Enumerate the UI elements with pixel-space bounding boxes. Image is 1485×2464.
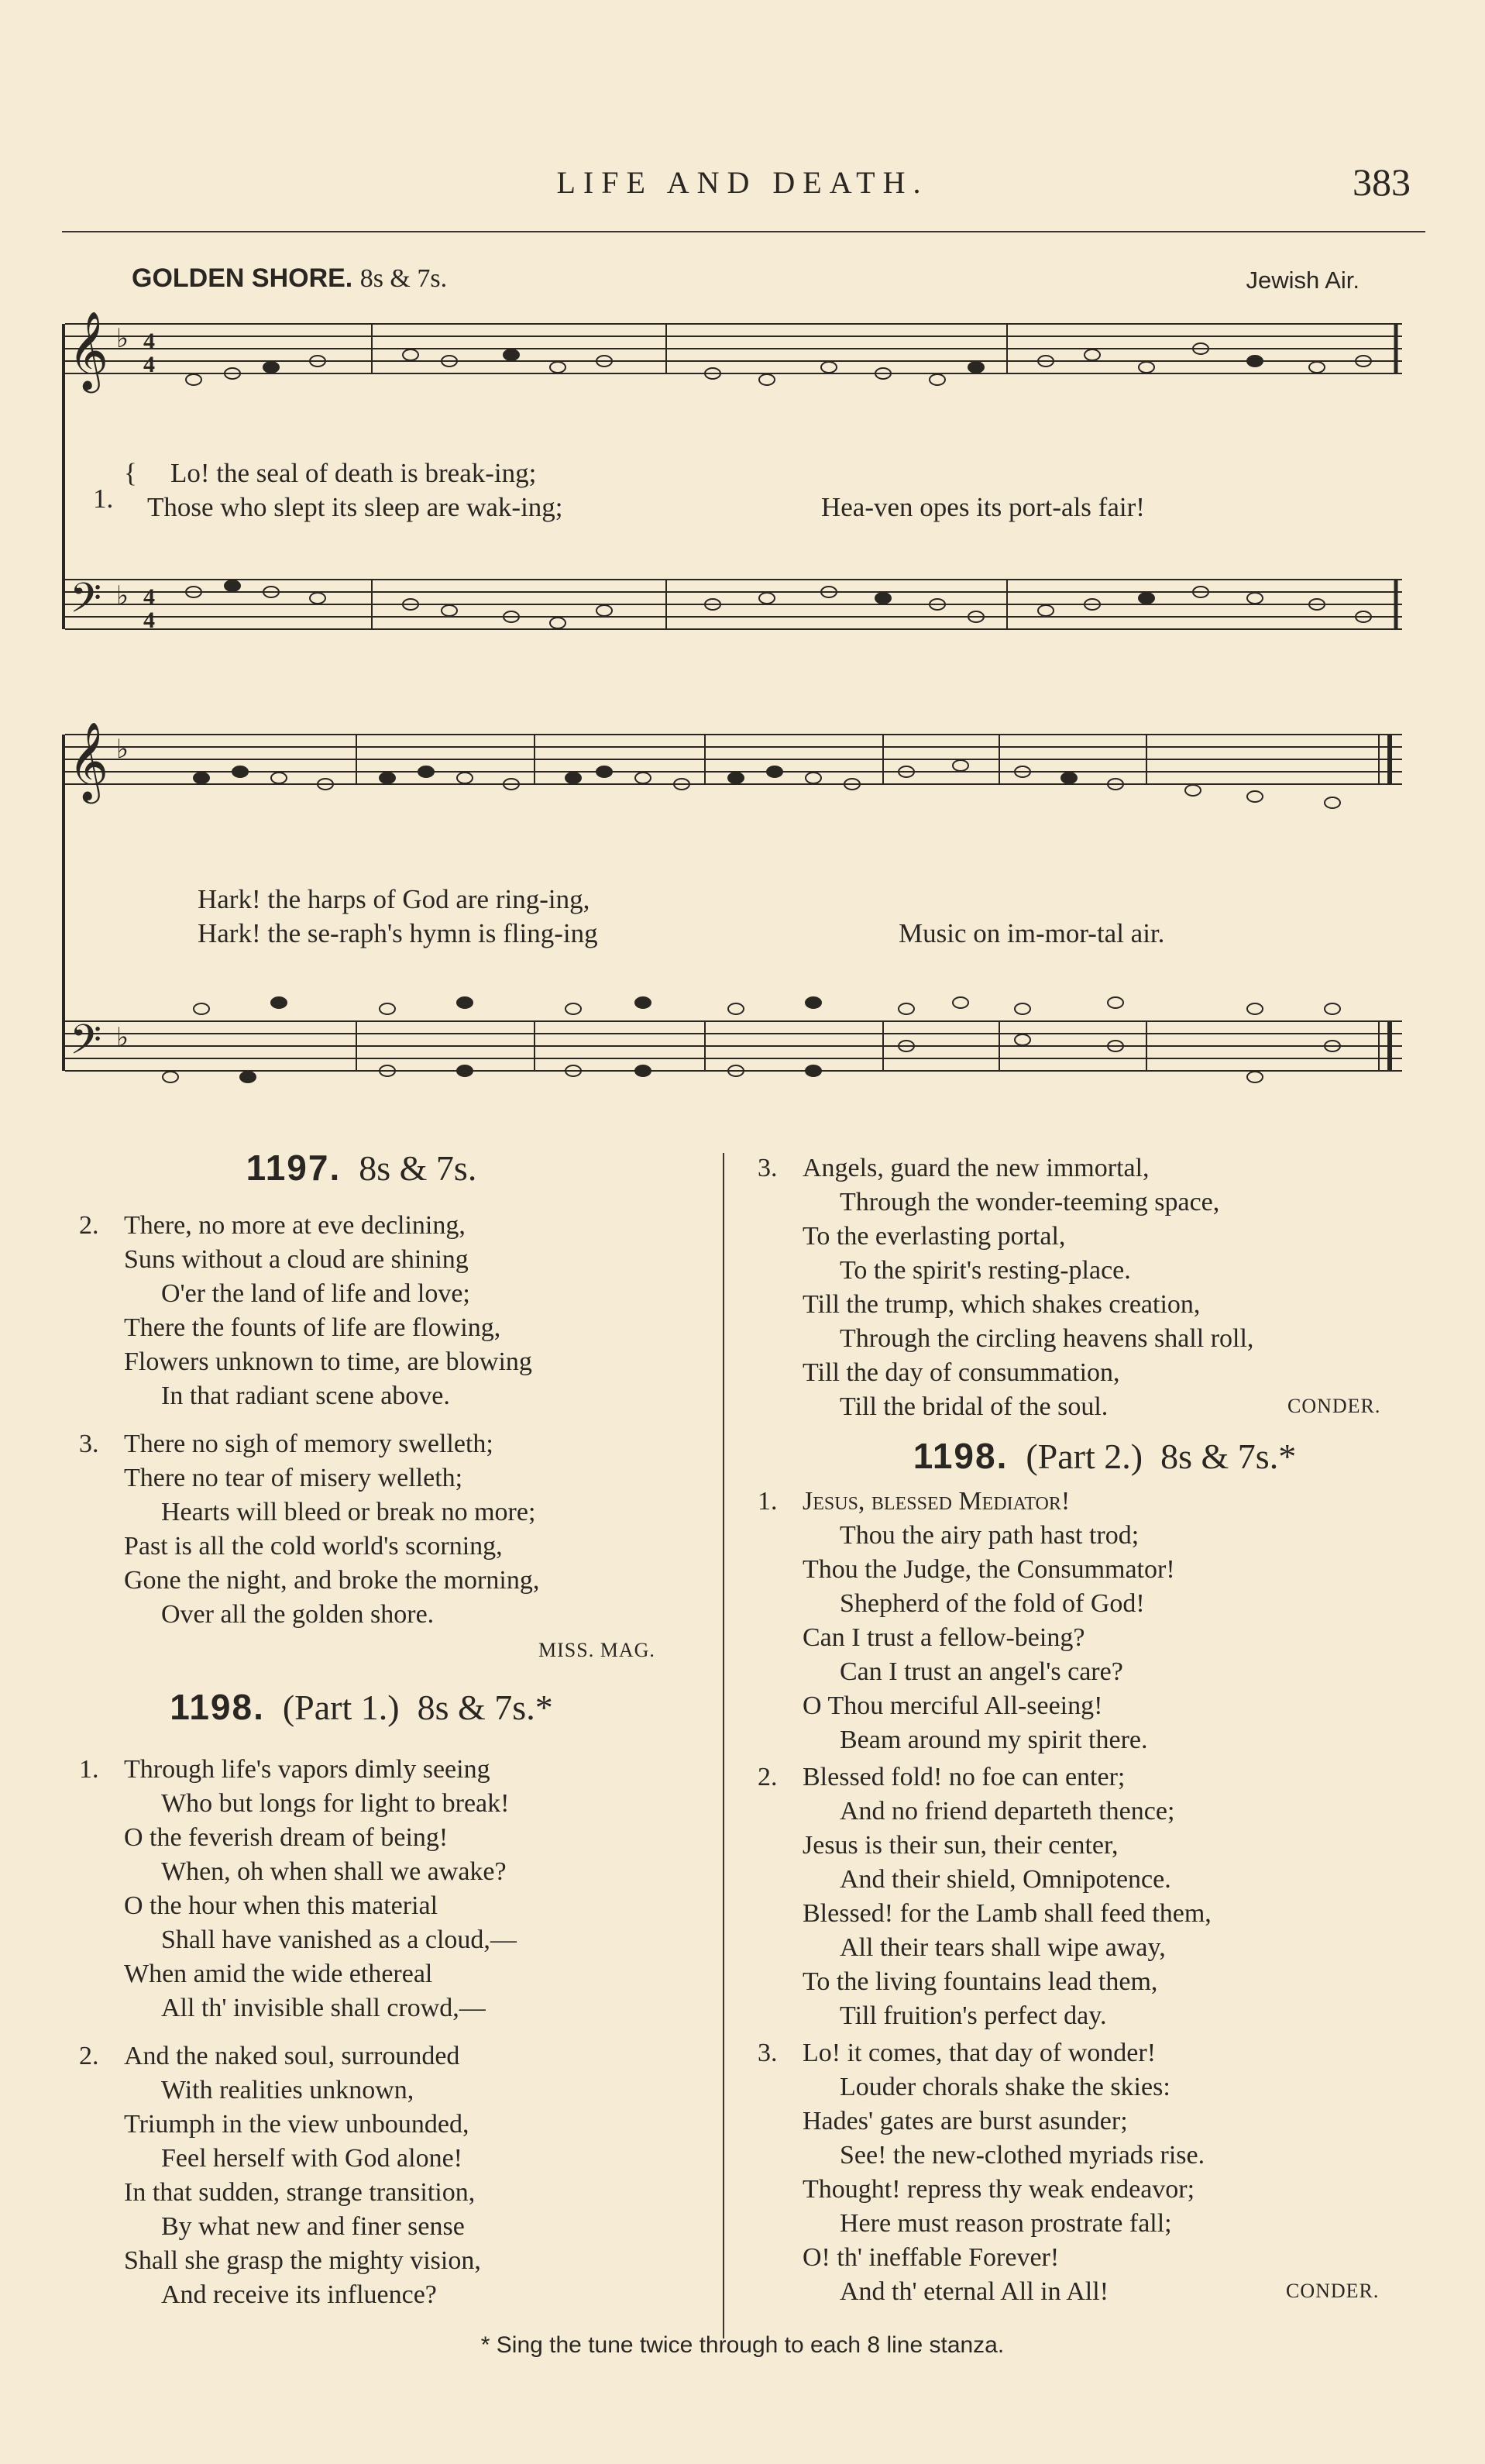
- verse-line: Blessed fold! no foe can enter;: [803, 1763, 1126, 1791]
- svg-text:♭: ♭: [116, 1022, 129, 1053]
- header-rule: [62, 231, 1425, 232]
- page-number: 383: [1353, 160, 1411, 204]
- hymn-meter: 8s & 7s.*: [1160, 1437, 1297, 1476]
- stanza-number: 3.: [758, 2039, 778, 2067]
- footnote: * Sing the tune twice through to each 8 line stanza.: [480, 2332, 1005, 2358]
- verse-line: There no tear of misery welleth;: [124, 1464, 463, 1492]
- verse-line: There, no more at eve declining,: [124, 1211, 466, 1240]
- music-system-1: [46, 302, 1410, 659]
- lyric-shared-2: Music on im-mor-tal air.: [899, 918, 1165, 948]
- stanza: [758, 1760, 1212, 2033]
- stanza: [79, 1209, 532, 1413]
- treble-clef-icon: 𝄞: [68, 721, 109, 800]
- stanza-number: 1.: [758, 1487, 778, 1516]
- verse-line: Through life's vapors dimly seeing: [124, 1755, 490, 1784]
- verse-line: And the naked soul, surrounded: [124, 2042, 460, 2070]
- hymn-number: 1198.: [170, 1687, 265, 1727]
- stanza-number: 2.: [758, 1763, 778, 1791]
- lyric-line-1: Lo! the seal of death is break-ing;: [170, 458, 537, 488]
- stanza-number: 2.: [79, 1211, 99, 1240]
- verse-line: To the everlasting portal,: [803, 1222, 1066, 1251]
- verse-line: And their shield, Omnipotence.: [840, 1865, 1171, 1894]
- verse-line: Till the bridal of the soul.: [840, 1392, 1109, 1421]
- stanza: [758, 2036, 1205, 2309]
- verse-line: Thought! repress thy weak endeavor;: [803, 2175, 1195, 2204]
- svg-text:4: 4: [143, 607, 155, 633]
- hymn-1197-title: [0, 1147, 723, 1189]
- attribution: CONDER.: [1286, 2280, 1380, 2302]
- verse-line: To the spirit's resting-place.: [840, 1256, 1131, 1285]
- verse-line: Through the wonder-teeming space,: [840, 1188, 1220, 1217]
- svg-text:{: {: [124, 458, 137, 488]
- verse-line: O Thou merciful All-seeing!: [803, 1691, 1103, 1720]
- column-divider: [723, 1153, 724, 2338]
- verse-line: Can I trust a fellow-being?: [803, 1623, 1085, 1652]
- hymn-part: (Part 1.): [282, 1688, 400, 1727]
- stanza: [79, 1753, 517, 2025]
- verse-line: Who but longs for light to break!: [161, 1789, 510, 1818]
- verse-line: And th' eternal All in All!: [840, 2277, 1109, 2306]
- bass-clef-icon: 𝄢: [70, 575, 102, 632]
- tune-meter: 8s & 7s.: [359, 264, 448, 293]
- hymn-number: 1197.: [246, 1148, 342, 1188]
- verse-line: In that sudden, strange transition,: [124, 2178, 476, 2207]
- attribution: MISS. MAG.: [538, 1639, 655, 1661]
- stanza-number: 2.: [79, 2042, 99, 2070]
- hymn-1198-part1-title: [0, 1686, 723, 1728]
- verse-line: See! the new-clothed myriads rise.: [840, 2141, 1205, 2170]
- treble-clef-icon: 𝄞: [68, 310, 109, 390]
- verse-line: Angels, guard the new immortal,: [803, 1154, 1150, 1182]
- stanza-number: 3.: [758, 1154, 778, 1182]
- verse-line: Jesus is their sun, their center,: [803, 1831, 1119, 1860]
- verse-line: And no friend departeth thence;: [840, 1797, 1175, 1826]
- verse-line: O the hour when this material: [124, 1891, 438, 1920]
- tune-title: [132, 263, 447, 294]
- verse-line: Hades' gates are burst asunder;: [803, 2107, 1128, 2135]
- verse-line: Here must reason prostrate fall;: [840, 2209, 1172, 2238]
- stanza: [79, 1427, 540, 1632]
- verse-line: Thou the Judge, the Consummator!: [803, 1555, 1175, 1584]
- verse-line: Till the day of consummation,: [803, 1358, 1120, 1387]
- svg-text:♭: ♭: [116, 734, 129, 765]
- verse-line: Thou the airy path hast trod;: [840, 1521, 1140, 1550]
- verse-line: And receive its influence?: [161, 2280, 437, 2309]
- verse-line: Can I trust an angel's care?: [840, 1657, 1123, 1686]
- verse-line: Lo! it comes, that day of wonder!: [803, 2039, 1157, 2067]
- verse-line: There the founts of life are flowing,: [124, 1313, 501, 1342]
- verse-line: All their tears shall wipe away,: [840, 1933, 1166, 1962]
- verse-line: Triumph in the view unbounded,: [124, 2110, 469, 2139]
- verse-line: Louder chorals shake the skies:: [840, 2073, 1170, 2101]
- svg-text:♭: ♭: [116, 323, 129, 354]
- svg-text:4: 4: [143, 329, 155, 354]
- attribution: CONDER.: [1287, 1395, 1381, 1417]
- hymn-part: (Part 2.): [1026, 1437, 1143, 1476]
- bass-clef-icon: 𝄢: [70, 1017, 102, 1074]
- verse-line: Suns without a cloud are shining: [124, 1245, 469, 1274]
- verse-line: When, oh when shall we awake?: [161, 1857, 507, 1886]
- verse-line: Till the trump, which shakes creation,: [803, 1290, 1201, 1319]
- verse-line: O'er the land of life and love;: [161, 1279, 470, 1308]
- stanza: [79, 2039, 481, 2312]
- hymn-meter: 8s & 7s.*: [417, 1688, 553, 1727]
- verse-line: Shepherd of the fold of God!: [840, 1589, 1145, 1618]
- verse-line: Shall she grasp the mighty vision,: [124, 2246, 481, 2275]
- verse-line: By what new and finer sense: [161, 2212, 465, 2241]
- verse-number: 1.: [93, 484, 114, 514]
- verse-line: There no sigh of memory swelleth;: [124, 1430, 493, 1458]
- lyric-line-2: Those who slept its sleep are wak-ing;: [147, 492, 563, 522]
- running-head: LIFE AND DEATH.: [556, 165, 929, 200]
- hymn-1198-part2-title: [724, 1435, 1485, 1477]
- verse-line: With realities unknown,: [161, 2076, 414, 2104]
- stanza: [758, 1151, 1254, 1424]
- verse-line: Past is all the cold world's scorning,: [124, 1532, 503, 1561]
- verse-line: Beam around my spirit there.: [840, 1726, 1148, 1754]
- verse-line: All th' invisible shall crowd,—: [161, 1994, 486, 2022]
- verse-line: O! th' ineffable Forever!: [803, 2243, 1060, 2272]
- hymn-meter: 8s & 7s.: [359, 1148, 477, 1188]
- svg-text:♭: ♭: [116, 580, 129, 611]
- lyric-line-4: Hark! the se-raph's hymn is fling-ing: [198, 918, 598, 948]
- verse-line: Till fruition's perfect day.: [840, 2001, 1107, 2030]
- verse-line: Gone the night, and broke the morning,: [124, 1566, 540, 1595]
- stanza: [758, 1485, 1175, 1757]
- verse-line: Jesus, blessed Mediator!: [803, 1487, 1071, 1516]
- music-system-2: [46, 713, 1410, 1100]
- verse-line: Flowers unknown to time, are blowing: [124, 1347, 532, 1376]
- verse-line: Hearts will bleed or break no more;: [161, 1498, 536, 1526]
- verse-line: Over all the golden shore.: [161, 1600, 435, 1629]
- stanza-number: 1.: [79, 1755, 99, 1784]
- verse-line: Through the circling heavens shall roll,: [840, 1324, 1254, 1353]
- verse-line: In that radiant scene above.: [161, 1382, 450, 1410]
- svg-text:4: 4: [143, 584, 155, 610]
- tune-name: GOLDEN SHORE.: [132, 263, 353, 293]
- stanza-number: 3.: [79, 1430, 99, 1458]
- svg-text:4: 4: [143, 352, 155, 377]
- verse-line: Shall have vanished as a cloud,—: [161, 1925, 517, 1954]
- verse-line: Blessed! for the Lamb shall feed them,: [803, 1899, 1212, 1928]
- verse-line: O the feverish dream of being!: [124, 1823, 449, 1852]
- hymn-number: 1198.: [913, 1436, 1009, 1476]
- verse-line: To the living fountains lead them,: [803, 1967, 1158, 1996]
- tune-composer: Jewish Air.: [1246, 267, 1360, 294]
- verse-line: Feel herself with God alone!: [161, 2144, 462, 2173]
- verse-line: When amid the wide ethereal: [124, 1960, 433, 1988]
- lyric-shared-1: Hea-ven opes its port-als fair!: [821, 492, 1145, 522]
- lyric-line-3: Hark! the harps of God are ring-ing,: [198, 884, 590, 914]
